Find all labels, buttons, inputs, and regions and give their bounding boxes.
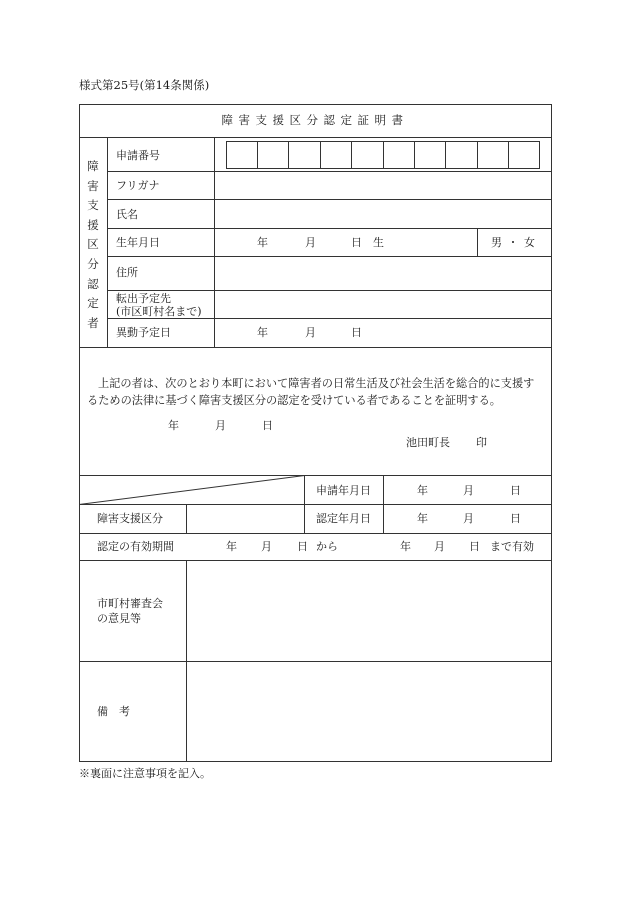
address-label: 住所: [116, 266, 138, 279]
footer-note: ※裏面に注意事項を記入。: [79, 767, 211, 780]
app-month-label: 月: [463, 484, 474, 497]
birthdate-label: 生年月日: [116, 236, 160, 249]
council-opinion-label-line2: の意見等: [97, 612, 141, 625]
application-number-label: 申請番号: [116, 149, 160, 162]
council-opinion-label-line1: 市町村審査会: [97, 597, 163, 610]
cert-day-label: 日: [262, 419, 273, 432]
page-title: 障害支援区分認定証明書: [221, 113, 409, 127]
transfer-destination-note: (市区町村名まで): [116, 305, 202, 318]
gender-selector[interactable]: 男 ・ 女: [491, 236, 536, 249]
support-class-field[interactable]: [187, 505, 304, 533]
certdate-day-label: 日: [510, 512, 521, 525]
valid-from-year-label: 年: [226, 540, 237, 553]
certdate-month-label: 月: [463, 512, 474, 525]
remarks-field[interactable]: [187, 662, 551, 761]
transfer-destination-label: 転出予定先: [116, 292, 171, 305]
form-number: 様式第25号(第14条関係): [79, 78, 210, 92]
valid-from-day-label: 日: [297, 540, 308, 553]
move-day-label: 日: [351, 326, 362, 339]
valid-to-year-label: 年: [400, 540, 411, 553]
seal-mark: 印: [476, 436, 487, 449]
move-year-label: 年: [257, 326, 268, 339]
birth-day-label: 日: [351, 236, 362, 249]
certification-text-line2: るための法律に基づく障害支援区分の認定を受けている者であることを証明する。: [87, 394, 501, 407]
valid-from-label: から: [316, 540, 338, 553]
move-month-label: 月: [305, 326, 316, 339]
app-year-label: 年: [417, 484, 428, 497]
side-label: 障 害 支 援 区 分 認 定 者: [87, 159, 99, 330]
certification-text-line1: 上記の者は、次のとおり本町において障害者の日常生活及び社会生活を総合的に支援す: [98, 377, 535, 390]
certdate-year-label: 年: [417, 512, 428, 525]
furigana-field[interactable]: [215, 172, 551, 199]
birth-month-label: 月: [305, 236, 316, 249]
app-day-label: 日: [510, 484, 521, 497]
cert-month-label: 月: [215, 419, 226, 432]
name-field[interactable]: [215, 200, 551, 228]
support-class-label: 障害支援区分: [97, 512, 163, 525]
birth-born-label: 生: [373, 236, 384, 249]
move-date-label: 異動予定日: [116, 326, 171, 339]
furigana-label: フリガナ: [116, 179, 160, 192]
birth-year-label: 年: [257, 236, 268, 249]
remarks-label: 備 考: [97, 705, 130, 718]
application-date-label: 申請年月日: [316, 484, 371, 497]
validity-period-label: 認定の有効期間: [97, 540, 174, 553]
valid-until-label: まで有効: [490, 540, 534, 553]
address-field[interactable]: [215, 257, 551, 290]
valid-to-day-label: 日: [469, 540, 480, 553]
name-label: 氏名: [116, 208, 138, 221]
council-opinion-field[interactable]: [187, 561, 551, 661]
valid-from-month-label: 月: [261, 540, 272, 553]
transfer-destination-field[interactable]: [215, 291, 551, 318]
valid-to-month-label: 月: [434, 540, 445, 553]
diagonal-line: [79, 475, 305, 505]
cert-year-label: 年: [168, 419, 179, 432]
issuer-name: 池田町長: [406, 436, 450, 449]
certification-date-label: 認定年月日: [316, 512, 371, 525]
